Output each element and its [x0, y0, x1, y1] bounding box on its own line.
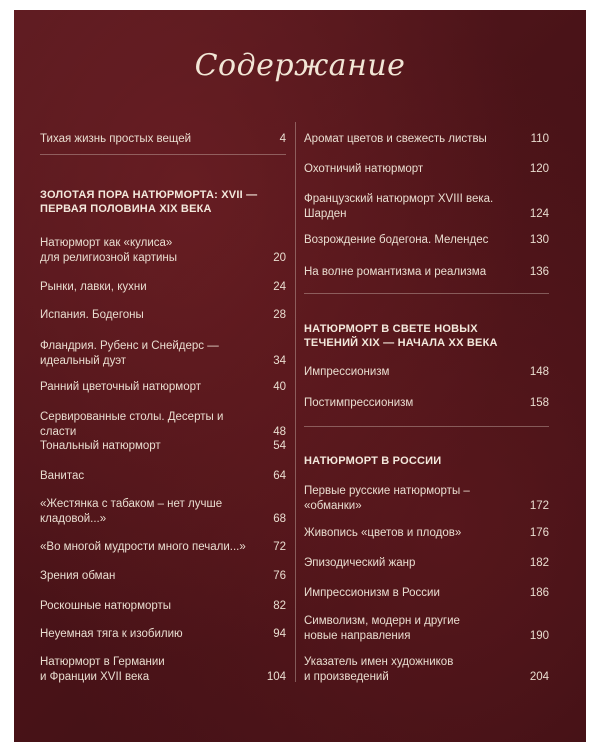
toc-entry-title: Французский натюрморт XVIII века. Шарден [304, 193, 494, 220]
toc-entry-page: 24 [273, 281, 286, 293]
toc-entry-title: Сервированные столы. Десерты и сласти [40, 411, 224, 438]
toc-entry[interactable] [40, 236, 286, 266]
toc-entry[interactable] [40, 280, 286, 295]
toc-entry-page: 34 [273, 355, 286, 367]
toc-entry-title: Первые русские натюрморты – «обманки» [304, 485, 470, 512]
toc-entry[interactable] [304, 614, 549, 644]
toc-entry[interactable] [304, 233, 549, 248]
toc-entry-title: Импрессионизм [304, 366, 390, 378]
toc-entry-page: 120 [529, 163, 549, 175]
toc-entry[interactable] [40, 469, 286, 484]
section-heading-new-trends: НАТЮРМОРТ В СВЕТЕ НОВЫХ ТЕЧЕНИЙ XIX — НАЧАЛА XX ВЕКА [304, 323, 498, 349]
toc-entry[interactable] [40, 410, 286, 440]
toc-entry[interactable] [304, 484, 549, 514]
toc-entry-title: Живопись «цветов и плодов» [304, 527, 462, 539]
page-title: Содержание [194, 48, 406, 83]
section-heading-golden-age: ЗОЛОТАЯ ПОРА НАТЮРМОРТА: XVII — ПЕРВАЯ ПОЛОВИНА XIX ВЕКА [40, 189, 258, 215]
toc-entry[interactable] [40, 599, 286, 614]
toc-entry-page: 148 [529, 366, 549, 378]
toc-entry-title: «Во многой мудрости много печали...» [40, 541, 246, 553]
toc-entry[interactable] [304, 556, 549, 571]
toc-entry-page: 76 [273, 570, 286, 582]
toc-entry-page: 172 [529, 500, 549, 512]
toc-entry-page: 158 [529, 397, 549, 409]
toc-entry[interactable] [304, 265, 549, 280]
toc-entry[interactable] [304, 192, 549, 222]
column-divider [295, 122, 296, 682]
toc-entry-page: 68 [273, 513, 286, 525]
toc-entry-page: 186 [529, 587, 549, 599]
toc-entry-page: 182 [529, 557, 549, 569]
toc-entry[interactable] [40, 540, 286, 555]
toc-entry-title: На волне романтизма и реализма [304, 266, 487, 278]
toc-entry-page: 72 [273, 541, 286, 553]
toc-entry-page: 130 [529, 234, 549, 246]
toc-entry-page: 104 [266, 671, 286, 683]
separator [40, 154, 286, 155]
toc-entry-intro[interactable] [40, 132, 286, 147]
toc-entry[interactable] [40, 380, 286, 395]
toc-entry-title: Охотничий натюрморт [304, 163, 424, 175]
toc-entry-page: 94 [273, 628, 286, 640]
toc-entry[interactable] [304, 132, 549, 147]
toc-entry-page: 4 [279, 133, 286, 145]
toc-entry-page: 54 [273, 440, 286, 452]
toc-entry-title: Натюрморт в Германии и Франции XVII века [40, 656, 165, 683]
toc-entry-title: Натюрморт как «кулиса» для религиозной картины [40, 237, 178, 264]
toc-entry-title: Импрессионизм в России [304, 587, 440, 599]
toc-entry[interactable] [304, 365, 549, 380]
toc-entry-title: Испания. Бодегоны [40, 309, 144, 321]
toc-entry-title: Зрения обман [40, 570, 116, 582]
toc-entry-title: Роскошные натюрморты [40, 600, 172, 612]
toc-entry-page: 20 [273, 252, 286, 264]
toc-entry[interactable] [40, 439, 286, 454]
toc-entry-title: Ванитас [40, 470, 85, 482]
toc-entry-page: 82 [273, 600, 286, 612]
toc-entry[interactable] [304, 396, 549, 411]
toc-entry-title: Тональный натюрморт [40, 440, 161, 452]
toc-entry-page: 40 [273, 381, 286, 393]
toc-entry-title: «Жестянка с табаком – нет лучше кладовой...» [40, 498, 223, 525]
separator [304, 293, 549, 294]
toc-entry[interactable] [40, 627, 286, 642]
toc-entry-page: 136 [529, 266, 549, 278]
toc-entry-page: 48 [273, 426, 286, 438]
toc-entry-title: Фландрия. Рубенс и Снейдерс — идеальный дуэт [40, 340, 219, 367]
toc-entry-page: 204 [529, 671, 549, 683]
toc-entry[interactable] [304, 162, 549, 177]
toc-entry[interactable] [40, 497, 286, 527]
toc-entry[interactable] [40, 308, 286, 323]
separator [304, 426, 549, 427]
toc-entry[interactable] [304, 526, 549, 541]
toc-entry-title: Возрождение бодегона. Мелендес [304, 234, 489, 246]
toc-entry-page: 124 [529, 208, 549, 220]
toc-entry-title: Символизм, модерн и другие новые направления [304, 615, 460, 642]
toc-entry-title: Аромат цветов и свежесть листвы [304, 133, 487, 145]
toc-entry-title: Тихая жизнь простых вещей [40, 133, 192, 145]
toc-entry-title: Ранний цветочный натюрморт [40, 381, 202, 393]
toc-entry[interactable] [40, 569, 286, 584]
toc-entry-title: Указатель имен художников и произведений [304, 656, 454, 683]
toc-entry[interactable] [304, 586, 549, 601]
toc-entry-title: Неуемная тяга к изобилию [40, 628, 183, 640]
toc-entry-page: 28 [273, 309, 286, 321]
toc-entry-title: Постимпрессионизм [304, 397, 414, 409]
toc-entry-page: 190 [529, 630, 549, 642]
toc-entry-title: Эпизодический жанр [304, 557, 416, 569]
toc-entry[interactable] [40, 339, 286, 369]
toc-entry-page: 64 [273, 470, 286, 482]
section-heading-russia: НАТЮРМОРТ В РОССИИ [304, 455, 442, 467]
toc-entry[interactable] [40, 655, 286, 685]
toc-entry-title: Рынки, лавки, кухни [40, 281, 147, 293]
toc-entry[interactable] [304, 655, 549, 685]
toc-entry-page: 176 [529, 527, 549, 539]
toc-entry-page: 110 [530, 133, 549, 145]
contents-page [14, 10, 586, 742]
